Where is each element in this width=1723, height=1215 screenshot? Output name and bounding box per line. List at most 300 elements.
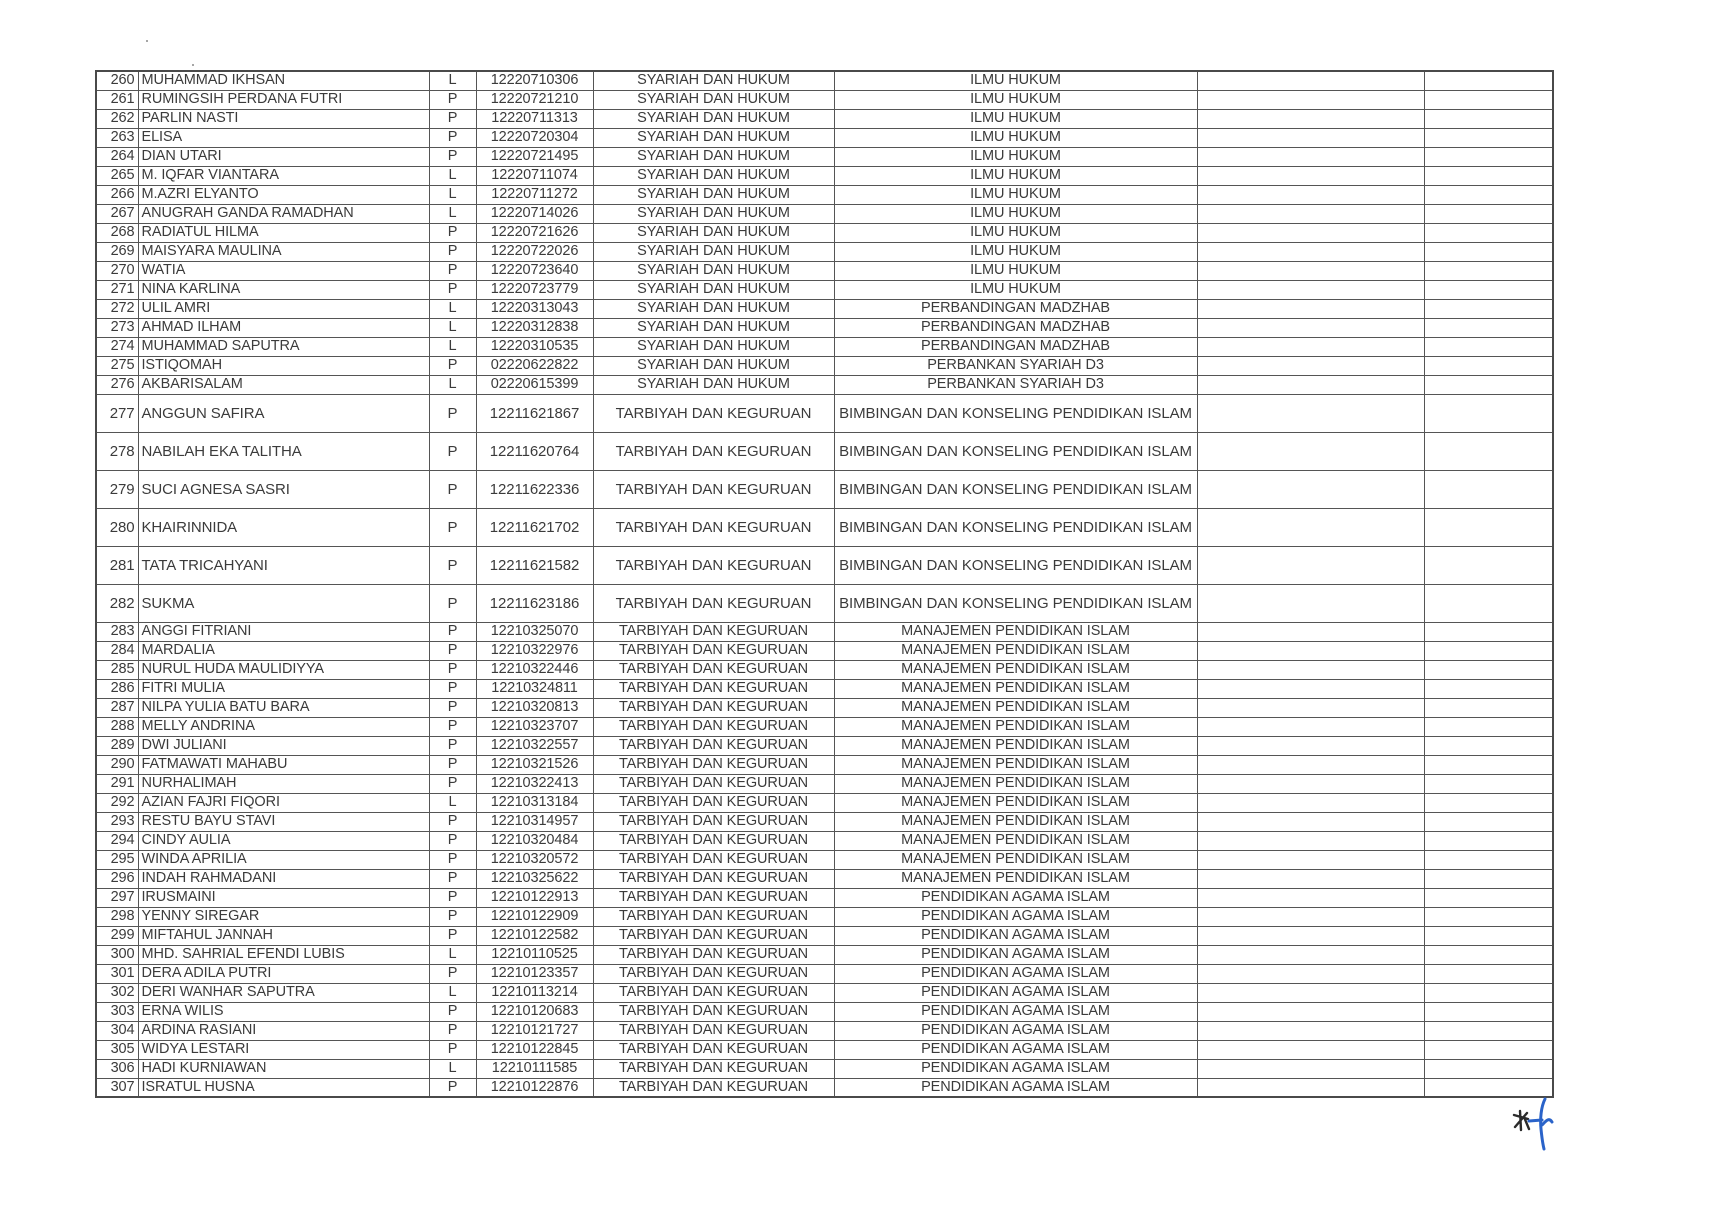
student-id-cell: 12210111585 [476,1059,593,1078]
table-row [96,546,1553,584]
study-program-cell: BIMBINGAN DAN KONSELING PENDIDIKAN ISLAM [834,546,1197,584]
row-number-cell: 274 [96,337,138,356]
faculty-cell: TARBIYAH DAN KEGURUAN [593,964,834,983]
empty-column-cell [1197,90,1424,109]
student-name-cell: ISRATUL HUSNA [138,1078,429,1097]
gender-cell: P [429,584,476,622]
empty-last-column-cell [1424,641,1553,660]
table-row [96,964,1553,983]
study-program-cell: PERBANDINGAN MADZHAB [834,337,1197,356]
student-name-cell: DERA ADILA PUTRI [138,964,429,983]
empty-column-cell [1197,679,1424,698]
row-number-cell: 304 [96,1021,138,1040]
gender-cell: P [429,641,476,660]
study-program-cell: ILMU HUKUM [834,147,1197,166]
student-id-cell: 12210324811 [476,679,593,698]
empty-last-column-cell [1424,147,1553,166]
gender-cell: P [429,242,476,261]
table-row [96,812,1553,831]
row-number-cell: 283 [96,622,138,641]
student-id-cell: 12220721495 [476,147,593,166]
empty-last-column-cell [1424,584,1553,622]
gender-cell: P [429,1078,476,1097]
faculty-cell: TARBIYAH DAN KEGURUAN [593,812,834,831]
table-row [96,698,1553,717]
gender-cell: L [429,337,476,356]
study-program-cell: MANAJEMEN PENDIDIKAN ISLAM [834,679,1197,698]
empty-column-cell [1197,622,1424,641]
row-number-cell: 300 [96,945,138,964]
gender-cell: P [429,660,476,679]
empty-column-cell [1197,109,1424,128]
empty-last-column-cell [1424,375,1553,394]
table-row [96,318,1553,337]
table-row [96,223,1553,242]
empty-column-cell [1197,128,1424,147]
empty-column-cell [1197,432,1424,470]
table-row [96,299,1553,318]
table-row [96,1078,1553,1097]
faculty-cell: SYARIAH DAN HUKUM [593,261,834,280]
gender-cell: P [429,1002,476,1021]
empty-column-cell [1197,204,1424,223]
study-program-cell: ILMU HUKUM [834,71,1197,90]
faculty-cell: TARBIYAH DAN KEGURUAN [593,1078,834,1097]
study-program-cell: BIMBINGAN DAN KONSELING PENDIDIKAN ISLAM [834,432,1197,470]
paraf-black-mark [1514,1111,1529,1130]
faculty-cell: TARBIYAH DAN KEGURUAN [593,641,834,660]
student-id-cell: 12210323707 [476,717,593,736]
gender-cell: P [429,128,476,147]
gender-cell: L [429,1059,476,1078]
scan-speck [146,40,148,42]
empty-column-cell [1197,774,1424,793]
gender-cell: P [429,1021,476,1040]
table-row [96,1040,1553,1059]
study-program-cell: ILMU HUKUM [834,166,1197,185]
row-number-cell: 291 [96,774,138,793]
gender-cell: P [429,964,476,983]
table-row [96,128,1553,147]
empty-column-cell [1197,1021,1424,1040]
empty-last-column-cell [1424,166,1553,185]
faculty-cell: SYARIAH DAN HUKUM [593,375,834,394]
student-id-cell: 12220313043 [476,299,593,318]
study-program-cell: BIMBINGAN DAN KONSELING PENDIDIKAN ISLAM [834,394,1197,432]
student-id-cell: 12210321526 [476,755,593,774]
faculty-cell: TARBIYAH DAN KEGURUAN [593,774,834,793]
faculty-cell: SYARIAH DAN HUKUM [593,280,834,299]
student-name-cell: NILPA YULIA BATU BARA [138,698,429,717]
table-row [96,983,1553,1002]
empty-last-column-cell [1424,1002,1553,1021]
student-name-cell: NURUL HUDA MAULIDIYYA [138,660,429,679]
faculty-cell: SYARIAH DAN HUKUM [593,318,834,337]
row-number-cell: 272 [96,299,138,318]
empty-last-column-cell [1424,774,1553,793]
study-program-cell: MANAJEMEN PENDIDIKAN ISLAM [834,755,1197,774]
empty-column-cell [1197,660,1424,679]
faculty-cell: TARBIYAH DAN KEGURUAN [593,1002,834,1021]
table-row [96,641,1553,660]
gender-cell: P [429,736,476,755]
student-id-cell: 12210122876 [476,1078,593,1097]
gender-cell: P [429,850,476,869]
empty-last-column-cell [1424,318,1553,337]
study-program-cell: PENDIDIKAN AGAMA ISLAM [834,1078,1197,1097]
empty-column-cell [1197,166,1424,185]
faculty-cell: TARBIYAH DAN KEGURUAN [593,869,834,888]
empty-last-column-cell [1424,964,1553,983]
empty-last-column-cell [1424,717,1553,736]
empty-last-column-cell [1424,432,1553,470]
empty-column-cell [1197,964,1424,983]
study-program-cell: ILMU HUKUM [834,261,1197,280]
student-name-cell: NABILAH EKA TALITHA [138,432,429,470]
empty-column-cell [1197,1078,1424,1097]
faculty-cell: TARBIYAH DAN KEGURUAN [593,945,834,964]
student-name-cell: ANGGUN SAFIRA [138,394,429,432]
empty-last-column-cell [1424,261,1553,280]
row-number-cell: 262 [96,109,138,128]
gender-cell: P [429,907,476,926]
empty-column-cell [1197,1002,1424,1021]
table-row [96,888,1553,907]
gender-cell: L [429,375,476,394]
empty-last-column-cell [1424,508,1553,546]
study-program-cell: ILMU HUKUM [834,242,1197,261]
empty-column-cell [1197,337,1424,356]
row-number-cell: 295 [96,850,138,869]
row-number-cell: 286 [96,679,138,698]
table-row [96,71,1553,90]
student-name-cell: AZIAN FAJRI FIQORI [138,793,429,812]
empty-column-cell [1197,888,1424,907]
gender-cell: P [429,546,476,584]
row-number-cell: 268 [96,223,138,242]
study-program-cell: PENDIDIKAN AGAMA ISLAM [834,1059,1197,1078]
empty-last-column-cell [1424,831,1553,850]
empty-column-cell [1197,261,1424,280]
table-row [96,508,1553,546]
student-name-cell: CINDY AULIA [138,831,429,850]
row-number-cell: 292 [96,793,138,812]
row-number-cell: 282 [96,584,138,622]
study-program-cell: ILMU HUKUM [834,280,1197,299]
row-number-cell: 303 [96,1002,138,1021]
row-number-cell: 284 [96,641,138,660]
empty-column-cell [1197,831,1424,850]
gender-cell: P [429,223,476,242]
empty-column-cell [1197,280,1424,299]
student-id-cell: 12220710306 [476,71,593,90]
empty-last-column-cell [1424,983,1553,1002]
student-id-cell: 12220711313 [476,109,593,128]
faculty-cell: SYARIAH DAN HUKUM [593,185,834,204]
faculty-cell: SYARIAH DAN HUKUM [593,223,834,242]
faculty-cell: TARBIYAH DAN KEGURUAN [593,850,834,869]
empty-last-column-cell [1424,71,1553,90]
gender-cell: P [429,869,476,888]
faculty-cell: TARBIYAH DAN KEGURUAN [593,622,834,641]
student-id-cell: 12210122582 [476,926,593,945]
empty-last-column-cell [1424,470,1553,508]
row-number-cell: 307 [96,1078,138,1097]
empty-column-cell [1197,223,1424,242]
student-name-cell: FATMAWATI MAHABU [138,755,429,774]
empty-last-column-cell [1424,793,1553,812]
study-program-cell: MANAJEMEN PENDIDIKAN ISLAM [834,850,1197,869]
study-program-cell: ILMU HUKUM [834,128,1197,147]
empty-last-column-cell [1424,698,1553,717]
row-number-cell: 290 [96,755,138,774]
gender-cell: P [429,831,476,850]
table-row [96,147,1553,166]
empty-last-column-cell [1424,223,1553,242]
table-row [96,755,1553,774]
study-program-cell: PENDIDIKAN AGAMA ISLAM [834,945,1197,964]
study-program-cell: PERBANDINGAN MADZHAB [834,318,1197,337]
gender-cell: P [429,1040,476,1059]
gender-cell: P [429,508,476,546]
table-row [96,470,1553,508]
empty-last-column-cell [1424,888,1553,907]
study-program-cell: ILMU HUKUM [834,185,1197,204]
faculty-cell: SYARIAH DAN HUKUM [593,128,834,147]
gender-cell: P [429,261,476,280]
empty-last-column-cell [1424,736,1553,755]
empty-column-cell [1197,318,1424,337]
empty-last-column-cell [1424,394,1553,432]
student-name-cell: DWI JULIANI [138,736,429,755]
row-number-cell: 280 [96,508,138,546]
student-name-cell: PARLIN NASTI [138,109,429,128]
gender-cell: P [429,147,476,166]
row-number-cell: 306 [96,1059,138,1078]
gender-cell: P [429,622,476,641]
student-name-cell: ANGGI FITRIANI [138,622,429,641]
student-name-cell: NURHALIMAH [138,774,429,793]
study-program-cell: PENDIDIKAN AGAMA ISLAM [834,964,1197,983]
study-program-cell: ILMU HUKUM [834,109,1197,128]
faculty-cell: TARBIYAH DAN KEGURUAN [593,888,834,907]
faculty-cell: TARBIYAH DAN KEGURUAN [593,983,834,1002]
table-row [96,1021,1553,1040]
gender-cell: L [429,983,476,1002]
gender-cell: P [429,755,476,774]
student-id-cell: 12210122845 [476,1040,593,1059]
empty-last-column-cell [1424,280,1553,299]
student-id-cell: 12210123357 [476,964,593,983]
student-id-cell: 12210325070 [476,622,593,641]
student-name-cell: WATIA [138,261,429,280]
table-row [96,774,1553,793]
student-id-cell: 12210320813 [476,698,593,717]
student-id-cell: 12210120683 [476,1002,593,1021]
student-id-cell: 12220711272 [476,185,593,204]
faculty-cell: TARBIYAH DAN KEGURUAN [593,1040,834,1059]
student-name-cell: ANUGRAH GANDA RAMADHAN [138,204,429,223]
empty-last-column-cell [1424,1059,1553,1078]
student-roster-table [95,70,1554,1098]
study-program-cell: MANAJEMEN PENDIDIKAN ISLAM [834,869,1197,888]
empty-column-cell [1197,147,1424,166]
student-id-cell: 12220723640 [476,261,593,280]
gender-cell: P [429,698,476,717]
row-number-cell: 287 [96,698,138,717]
faculty-cell: TARBIYAH DAN KEGURUAN [593,926,834,945]
student-id-cell: 12210122909 [476,907,593,926]
faculty-cell: SYARIAH DAN HUKUM [593,299,834,318]
table-row [96,622,1553,641]
faculty-cell: TARBIYAH DAN KEGURUAN [593,907,834,926]
empty-last-column-cell [1424,907,1553,926]
empty-last-column-cell [1424,660,1553,679]
empty-last-column-cell [1424,812,1553,831]
table-row [96,945,1553,964]
student-name-cell: IRUSMAINI [138,888,429,907]
table-row [96,394,1553,432]
gender-cell: P [429,926,476,945]
student-name-cell: RESTU BAYU STAVI [138,812,429,831]
empty-last-column-cell [1424,128,1553,147]
study-program-cell: BIMBINGAN DAN KONSELING PENDIDIKAN ISLAM [834,470,1197,508]
empty-column-cell [1197,584,1424,622]
faculty-cell: SYARIAH DAN HUKUM [593,356,834,375]
student-name-cell: DERI WANHAR SAPUTRA [138,983,429,1002]
student-name-cell: MARDALIA [138,641,429,660]
student-name-cell: M.AZRI ELYANTO [138,185,429,204]
faculty-cell: SYARIAH DAN HUKUM [593,147,834,166]
study-program-cell: ILMU HUKUM [834,204,1197,223]
row-number-cell: 281 [96,546,138,584]
student-name-cell: MIFTAHUL JANNAH [138,926,429,945]
empty-column-cell [1197,698,1424,717]
empty-column-cell [1197,1059,1424,1078]
study-program-cell: MANAJEMEN PENDIDIKAN ISLAM [834,812,1197,831]
student-name-cell: NINA KARLINA [138,280,429,299]
student-id-cell: 12210314957 [476,812,593,831]
empty-last-column-cell [1424,337,1553,356]
student-name-cell: ERNA WILIS [138,1002,429,1021]
faculty-cell: TARBIYAH DAN KEGURUAN [593,698,834,717]
study-program-cell: MANAJEMEN PENDIDIKAN ISLAM [834,698,1197,717]
student-name-cell: ULIL AMRI [138,299,429,318]
row-number-cell: 265 [96,166,138,185]
empty-last-column-cell [1424,945,1553,964]
row-number-cell: 297 [96,888,138,907]
study-program-cell: MANAJEMEN PENDIDIKAN ISLAM [834,717,1197,736]
empty-last-column-cell [1424,869,1553,888]
student-name-cell: AHMAD ILHAM [138,318,429,337]
faculty-cell: SYARIAH DAN HUKUM [593,166,834,185]
empty-last-column-cell [1424,204,1553,223]
table-row [96,375,1553,394]
gender-cell: P [429,356,476,375]
faculty-cell: TARBIYAH DAN KEGURUAN [593,755,834,774]
table-row [96,736,1553,755]
faculty-cell: TARBIYAH DAN KEGURUAN [593,470,834,508]
faculty-cell: SYARIAH DAN HUKUM [593,337,834,356]
empty-last-column-cell [1424,242,1553,261]
table-row [96,907,1553,926]
student-id-cell: 12220714026 [476,204,593,223]
empty-last-column-cell [1424,90,1553,109]
study-program-cell: ILMU HUKUM [834,90,1197,109]
study-program-cell: BIMBINGAN DAN KONSELING PENDIDIKAN ISLAM [834,508,1197,546]
table-row [96,166,1553,185]
empty-column-cell [1197,356,1424,375]
study-program-cell: PENDIDIKAN AGAMA ISLAM [834,983,1197,1002]
table-row [96,337,1553,356]
handwritten-initials-icon [1508,1095,1568,1155]
row-number-cell: 266 [96,185,138,204]
empty-column-cell [1197,907,1424,926]
empty-last-column-cell [1424,185,1553,204]
student-name-cell: KHAIRINNIDA [138,508,429,546]
row-number-cell: 267 [96,204,138,223]
row-number-cell: 288 [96,717,138,736]
student-name-cell: ELISA [138,128,429,147]
student-name-cell: YENNY SIREGAR [138,907,429,926]
student-name-cell: RUMINGSIH PERDANA FUTRI [138,90,429,109]
student-name-cell: ISTIQOMAH [138,356,429,375]
row-number-cell: 270 [96,261,138,280]
row-number-cell: 277 [96,394,138,432]
row-number-cell: 296 [96,869,138,888]
gender-cell: P [429,280,476,299]
study-program-cell: BIMBINGAN DAN KONSELING PENDIDIKAN ISLAM [834,584,1197,622]
table-row [96,850,1553,869]
student-id-cell: 12211621582 [476,546,593,584]
table-row [96,679,1553,698]
table-row [96,280,1553,299]
empty-last-column-cell [1424,109,1553,128]
gender-cell: L [429,299,476,318]
study-program-cell: PERBANKAN SYARIAH D3 [834,356,1197,375]
paraf-blue-stroke [1529,1099,1552,1149]
empty-column-cell [1197,641,1424,660]
table-row [96,261,1553,280]
faculty-cell: SYARIAH DAN HUKUM [593,204,834,223]
student-id-cell: 12220721210 [476,90,593,109]
empty-column-cell [1197,755,1424,774]
table-row [96,717,1553,736]
faculty-cell: TARBIYAH DAN KEGURUAN [593,1059,834,1078]
gender-cell: P [429,394,476,432]
student-name-cell: MUHAMMAD SAPUTRA [138,337,429,356]
student-name-cell: WIDYA LESTARI [138,1040,429,1059]
gender-cell: P [429,812,476,831]
student-id-cell: 12220721626 [476,223,593,242]
gender-cell: L [429,185,476,204]
study-program-cell: MANAJEMEN PENDIDIKAN ISLAM [834,641,1197,660]
study-program-cell: PENDIDIKAN AGAMA ISLAM [834,907,1197,926]
gender-cell: P [429,432,476,470]
empty-last-column-cell [1424,622,1553,641]
study-program-cell: MANAJEMEN PENDIDIKAN ISLAM [834,793,1197,812]
gender-cell: L [429,166,476,185]
row-number-cell: 263 [96,128,138,147]
student-id-cell: 12210313184 [476,793,593,812]
row-number-cell: 302 [96,983,138,1002]
study-program-cell: PENDIDIKAN AGAMA ISLAM [834,926,1197,945]
study-program-cell: MANAJEMEN PENDIDIKAN ISLAM [834,774,1197,793]
empty-last-column-cell [1424,546,1553,584]
row-number-cell: 273 [96,318,138,337]
row-number-cell: 289 [96,736,138,755]
table-row [96,242,1553,261]
